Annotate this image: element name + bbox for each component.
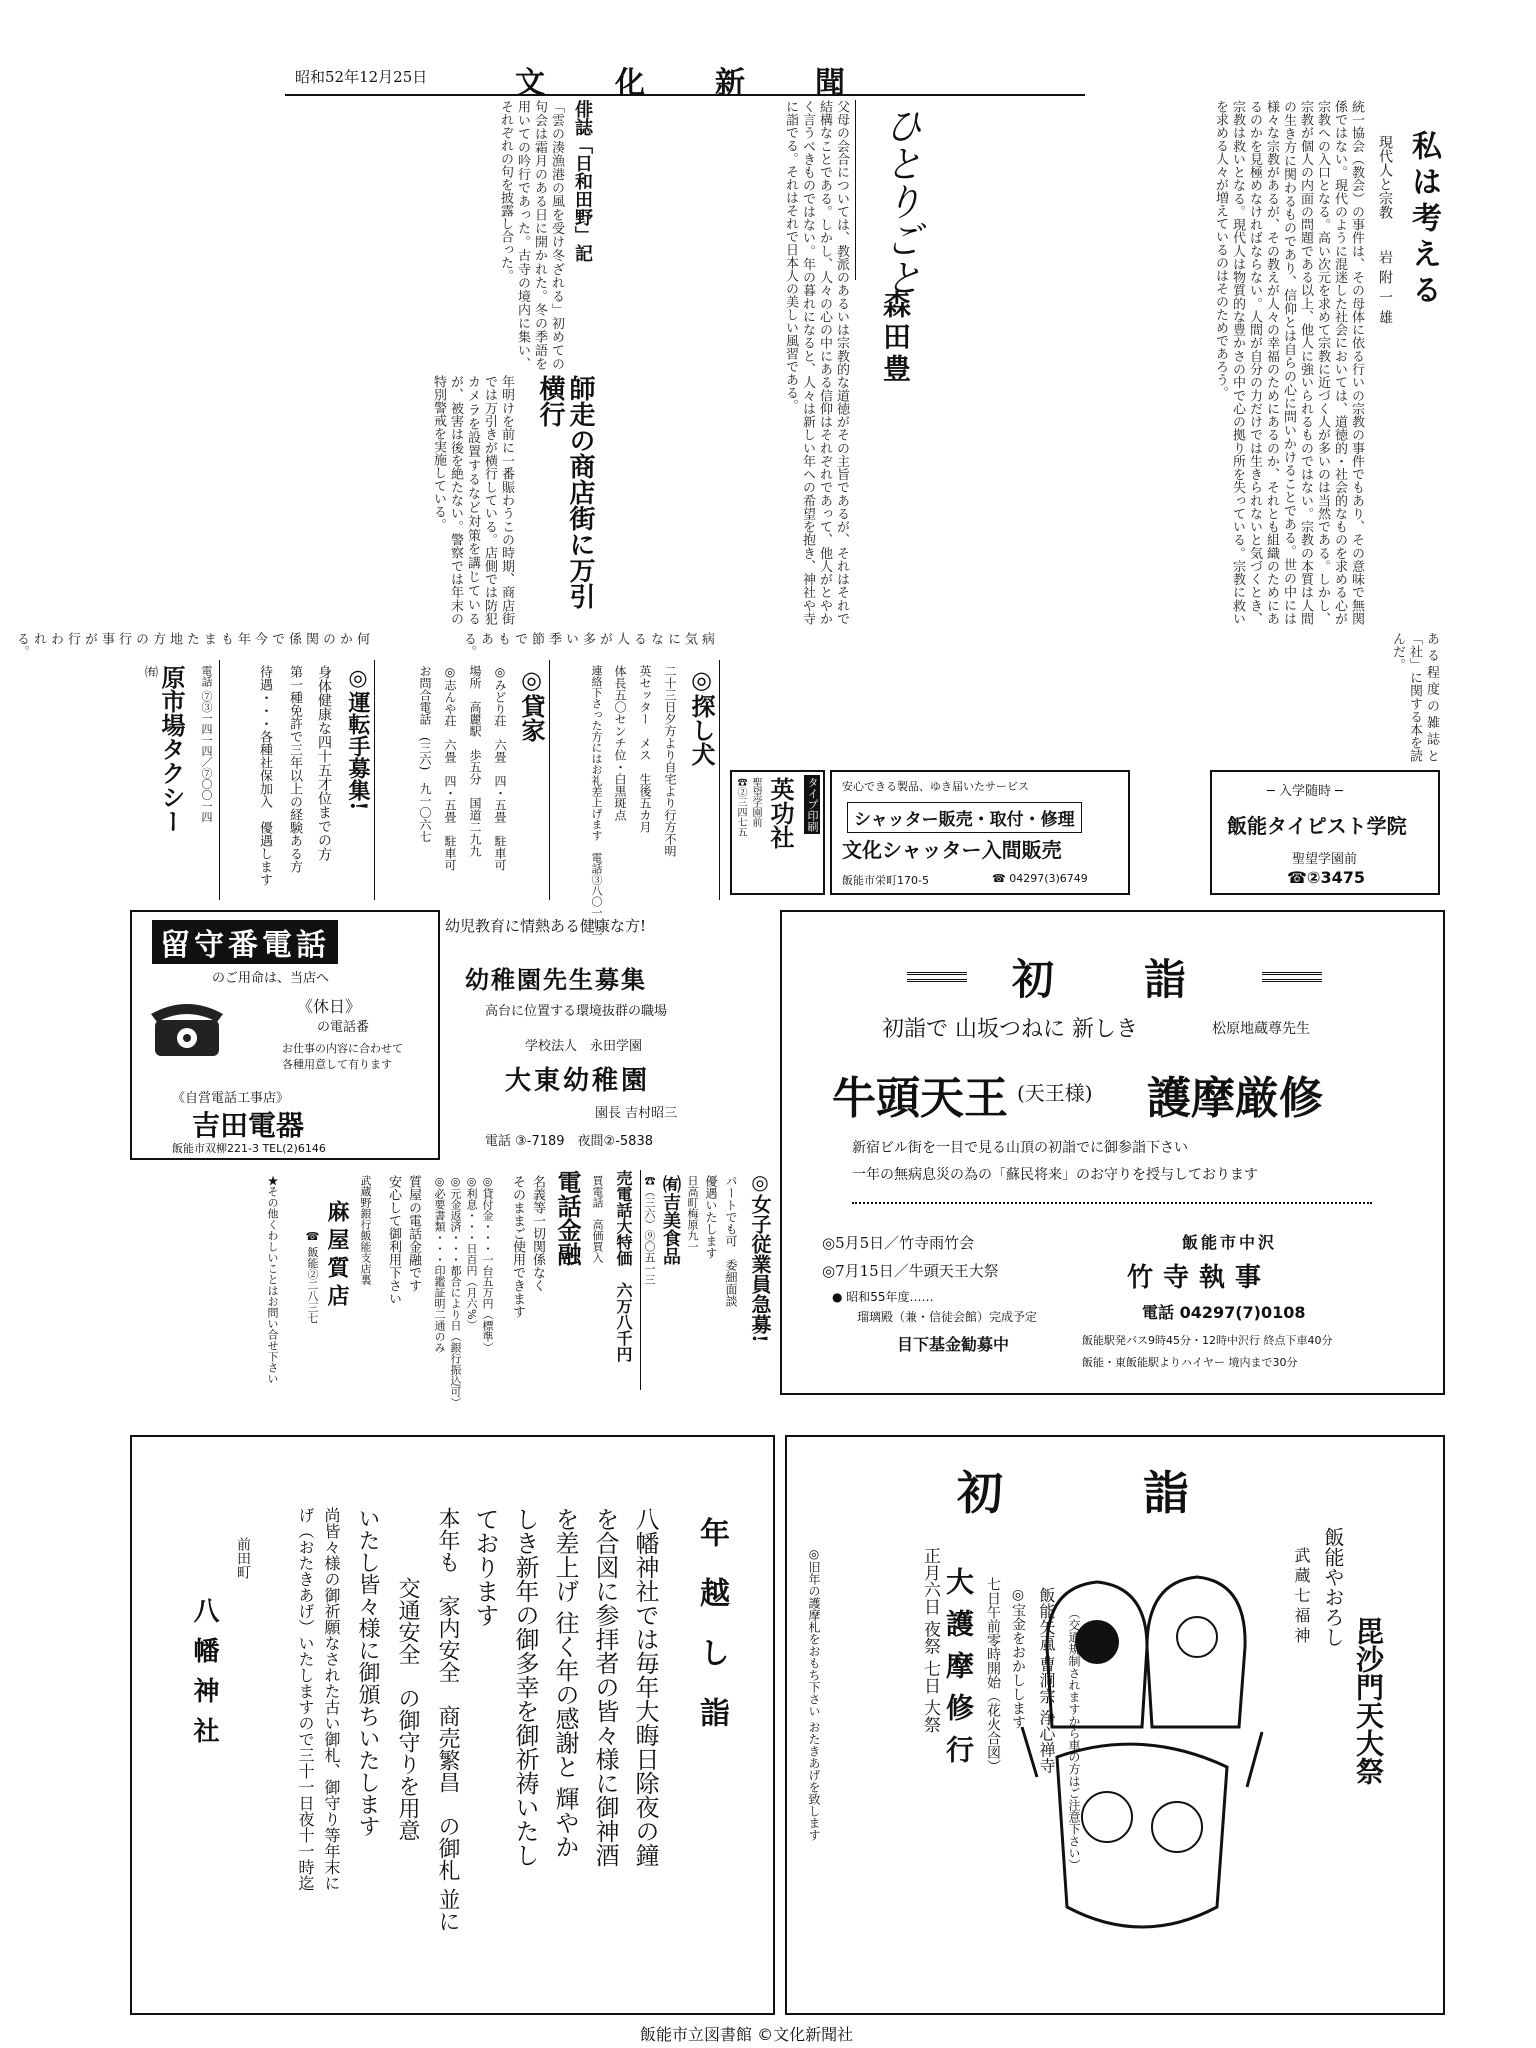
bishamon-line-5: 大護摩修行 (942, 1567, 975, 1777)
ornament-right (1262, 972, 1322, 982)
daito-sub: 高台に位置する環境抜群の職場 (485, 1004, 668, 1019)
dog-title: ◎探し犬 (687, 665, 716, 766)
denwa-title: 電話金融 (553, 1170, 582, 1266)
bishamon-line-1: 武蔵七福神 (1292, 1547, 1311, 1647)
footer-credit: 飯能市立図書館 ©文化新聞社 (640, 2025, 854, 2044)
ornament-left (907, 972, 967, 982)
haiku-title: 俳誌「日和田野」記 (572, 100, 593, 262)
joshi-name: ㈲吉美食品 (660, 1175, 681, 1265)
chikuji-event-5: 目下基金勧募中 (897, 1335, 1010, 1354)
bishamon-title: 初詣 (957, 1466, 1329, 1520)
asaya-line-1: ◎貸付金・・・一台五万円（標準） (481, 1175, 494, 1353)
eikosha-phone: ☎②三四七五 (735, 777, 746, 837)
chikuji-event-3: ● 昭和55年度…… (832, 1290, 934, 1304)
hachiman-line-5: ております (471, 1507, 499, 1627)
hachiman-name: 八幡神社 (189, 1597, 219, 1757)
driver-line-3: 待遇・・・各種社保加入 優遇します (257, 665, 272, 886)
denwa-line-2: そのままご使用できます (510, 1175, 525, 1318)
driver-line-1: 身体健康な四十五才位までの方 (316, 665, 332, 861)
bishamon-line-4: 正月六日 夜祭 七日 大祭 (920, 1547, 940, 1734)
chikuji-main-2: 護摩厳修 (1147, 1073, 1323, 1124)
typist-tag: ─ 入学随時 ─ (1267, 784, 1343, 799)
yoshida-holiday: 《休日》 (297, 997, 362, 1016)
driver-ad (225, 660, 375, 900)
essay-subtitle: 現代人と宗教 (1377, 135, 1393, 219)
chikuji-phone: 電話 04297(7)0108 (1142, 1303, 1306, 1322)
masthead-name: 文化新聞 (515, 66, 915, 101)
hachiman-line-7: 交通安全 の御守りを用意 (395, 1577, 420, 1841)
bottom-text-3: 病気になる人が多い季節でもある。 (461, 632, 714, 658)
chikuji-divider (852, 1202, 1372, 1204)
yoshida-title: 留守番電話 (152, 920, 338, 964)
typist-ad (1210, 770, 1440, 895)
chikuji-main: 牛頭天王 (832, 1073, 1008, 1124)
asaya-line-4: ◎必要書類・・・印鑑証明二通のみ (433, 1175, 446, 1353)
asaya-line-3: ◎元金返済・・・都合により日（銀行振込可） (449, 1175, 462, 1408)
hachiman-line-6: 本年も 家内安全 商売繁昌 の御札 並に (435, 1507, 460, 1932)
chikuji-ad (780, 910, 1445, 1395)
yoshida-addr: 飯能市双柳221-3 TEL(2)6146 (172, 1142, 326, 1155)
yoshida-note-2: 各種用意して有ります (282, 1058, 392, 1071)
hachiman-ad (130, 1435, 775, 2015)
chikuji-sub: 初詣で 山坂つねに 新しき (882, 1017, 1138, 1042)
bottom-text-2: 何かの関係で今年もまた地方の行事が行われる。 (14, 632, 369, 658)
column-author: 森田豊 (879, 290, 912, 386)
yoshida-note-1: お仕事の内容に合わせて (282, 1042, 403, 1055)
joshi-phone: ☎（三六）⑨〇五一三 (643, 1175, 656, 1285)
shutter-name: 文化シャッター入間販売 (842, 838, 1062, 862)
taxi-prefix: ㈲ (142, 665, 157, 678)
shutter-phone: ☎ 04297(3)6749 (992, 872, 1088, 885)
rental-line-3: ◎志んや荘 六畳 四・五畳 駐車可 (443, 665, 457, 871)
eikosha-title: タイプ印刷 (806, 777, 819, 832)
hachiman-line-3: を差上げ 往く年の感謝と 輝やか (551, 1507, 579, 1859)
chikuji-line-1: 新宿ビル街を一目で見る山頂の初詣でに御参詣下さい (852, 1140, 1188, 1156)
rental-line-4: お問合電話 (三六) 九一〇六七 (418, 665, 432, 843)
column-title: ひとりごと (878, 106, 922, 296)
daito-tag: 幼児教育に情熱ある健康な方! (445, 917, 647, 935)
daito-title: 幼稚園先生募集 (465, 965, 647, 994)
shutter-addr: 飯能市栄町170-5 (842, 874, 929, 887)
eikosha-addr: 聖望学園前 (750, 777, 761, 827)
asaya-name: 麻屋質店 (324, 1200, 350, 1312)
hachiman-line-8: いたし皆々様に御頒ちいたします (355, 1507, 380, 1837)
typist-addr: 聖望学園前 (1292, 852, 1358, 867)
bishamon-line-10: ◎旧年の護摩札をおもち下さい おたきあげを致します (807, 1547, 821, 1841)
hachiman-line-1: 八幡神社では毎年大晦日除夜の鐘 (631, 1507, 659, 1867)
joshi-line-1: パートでも可 委細面談 (724, 1175, 738, 1307)
essay-body: 統一協会（教会）の事件は、その母体に依る行いの宗教の事件でもあり、その意味で無関係ではない。現代のように混迷した社会においては、道徳的・社会的なものを求める心が宗教への入口となる。高い次元を求めて宗教に近づく人が多いのは当然である。しかし、宗教が個人の内面の問題である以上、他人に強いられるものではない。宗教の本質は人間の生き方に関わるものであり、信仰とは自らの心に問いかけることである。世の中には様々な宗教があるが、その教えが人々の幸福のためにあるのか、それとも組織のためにあるのかを見極めなければならない。人間が自分の力だけでは生きられないと気づくとき、宗教は救いとなる。現代人は物質的な豊かさの中で心の拠り所を失っている。宗教に救いを求める人々が増えているのはそのためであろう。 (1213, 100, 1364, 626)
hachiman-line-10: げ（おたきあげ）いたしますので三十一日夜十一時迄 (296, 1507, 315, 1891)
essay-section (960, 100, 1445, 625)
dog-line-1: 二十三日夕方より自宅より行方不明 (663, 665, 677, 857)
eikosha-name: 英功社 (766, 777, 795, 849)
chikuji-event-1: ◎5月5日／竹寺雨竹会 (822, 1234, 975, 1252)
chikuji-event-2: ◎7月15日／牛頭天王大祭 (822, 1262, 999, 1280)
typist-phone: ☎②3475 (1287, 868, 1366, 887)
driver-title: ◎運転手募集! (345, 665, 371, 811)
bishamon-line-9: （交通規制されますから車の方はご注意下さい） (1067, 1607, 1081, 1871)
rental-ad (380, 660, 550, 900)
yoshida-sub: のご用命は、当店へ (212, 971, 330, 986)
joshi-ad (640, 1170, 775, 1390)
chikuji-access-2: 飯能・東飯能駅よりハイヤー 境内まで30分 (1082, 1356, 1298, 1369)
hachiman-line-9: 尚皆々様の御祈願なされた古い御札、御守り等年末に (322, 1507, 341, 1891)
shutter-ad (830, 770, 1130, 895)
daito-name: 大東幼稚園 (505, 1066, 651, 1096)
masthead-date: 昭和52年12月25日 (295, 68, 428, 86)
asaya-line-2: ◎利息・・・日百円（月六%） (465, 1175, 478, 1331)
joshi-title: ◎女子従業員急募! (748, 1170, 772, 1343)
hachiman-addr: 前田町 (235, 1537, 251, 1579)
bishamon-ad (785, 1435, 1445, 2015)
masthead (285, 60, 1085, 101)
hachiman-title: 年越し詣 (694, 1517, 729, 1757)
bishamon-line-3: 毘沙門天大祭 (1352, 1617, 1385, 1785)
haiku-body: 「雲の湊漁港の風を受け冬ざれる」初めての句会は霜月のある日に開かれた。冬の季語を用いての吟行であった。古寺の境内に集い、それぞれの句を披露し合った。 (498, 100, 564, 370)
yoshida-name: 吉田電器 (192, 1109, 305, 1142)
column-body: 父母の会合については、教派のあるいは宗教的な道徳がその主旨であるが、それはそれで結構なことである。しかし、人々の心の中にある信仰はそれぞれであって、他人がとやかく言うべきものではない。年の暮れになると、人々は新しい年への希望を抱き、神社や寺に詣でる。それはそれで日本人の美しい風習である。 (783, 100, 849, 625)
asaya-line-6: 安心して御利用下さい (386, 1175, 401, 1305)
chikuji-name: 竹寺執事 (1127, 1263, 1272, 1293)
bishamon-line-2: 飯能やおろし (1321, 1527, 1345, 1647)
essay-author: 岩附一雄 (1377, 250, 1393, 330)
haiku-section (130, 100, 595, 370)
chikuji-line-2: 一年の無病息災の為の「蘇民将来」のお守りを授与しております (852, 1167, 1258, 1183)
asaya-phone: ☎ 飯能②二八三七 (306, 1230, 319, 1324)
daito-phone: 電話 ③-7189 夜間②-5838 (485, 1134, 653, 1149)
asaya-note: ★その他くわしいことはお問い合せ下さい (266, 1175, 279, 1384)
bishamon-line-6: 七日午前零時開始（花火合図） (985, 1577, 1001, 1773)
joshi-addr: 日高町梅原九一 (686, 1175, 699, 1252)
denwa-top: 売電話大特価 六万八千円 (614, 1170, 633, 1362)
dog-ad (555, 660, 720, 940)
shiwasu-body: 年明けを前に一番賑わうこの時期、商店街では万引きが横行している。店側では防犯カメラを設置するなど対策を講じているが、被害は後を絶たない。警察では年末の特別警戒を実施している。 (431, 375, 514, 625)
bottom-text-1: ある程度の雑誌と「社」に関する本を読んだ。 (1390, 632, 1439, 762)
yoshida-tag: 《自営電話工事店》 (172, 1091, 290, 1106)
denwa-top-2: 買電話 高価買入 (591, 1175, 604, 1263)
rental-line-1: ◎みどり荘 六畳 四・五畳 駐車可 (493, 665, 507, 871)
daito-ad (445, 910, 775, 1160)
bishamon-line-7: ◎宝金をおかしします (1010, 1587, 1026, 1729)
shiwasu-section (130, 375, 595, 625)
asaya-addr: 武蔵野銀行飯能支店裏 (359, 1175, 372, 1285)
typist-name: 飯能タイピスト学院 (1227, 814, 1407, 838)
shiwasu-title: 師走の商店街に万引横行 (535, 375, 595, 609)
asaya-line-5: 質屋の電話金融です (406, 1175, 421, 1292)
rental-title: ◎貸家 (517, 665, 546, 742)
joshi-line-2: 優遇いたします (704, 1175, 718, 1259)
hachiman-line-2: を合図に参拝者の皆々様に御神酒 (591, 1507, 619, 1867)
rental-line-2: 場所 高麗駅 歩五分 国道二九九 (468, 665, 482, 857)
denwa-ad (135, 1170, 635, 1408)
telephone-icon (147, 992, 232, 1062)
dog-line-4: 連絡下さった方にはお礼差上げます 電話③八〇一七一 (590, 665, 603, 940)
daito-head: 園長 吉村昭三 (595, 1106, 678, 1121)
bishamon-line-8: 飯能矢颪 曹洞宗 浄心禅寺 (1037, 1587, 1056, 1774)
chikuji-sub-author: 松原地蔵尊先生 (1212, 1021, 1310, 1037)
taxi-phone: 電話 ⑦③一四一四／⑦〇〇一四 (200, 665, 213, 823)
chikuji-paren: (天王様) (1017, 1081, 1093, 1105)
shutter-line-1: シャッター販売・取付・修理 (847, 802, 1082, 833)
essay-title: 私は考える (1406, 130, 1441, 310)
column-section (600, 100, 955, 625)
dog-line-2: 英セッター メス 生後五カ月 (638, 665, 652, 833)
yoshida-holiday-2: の電話番 (317, 1020, 370, 1035)
daito-corp: 学校法人 永田学園 (525, 1039, 643, 1054)
taxi-name: 原市場タクシー (157, 665, 186, 833)
column-title-script (855, 100, 945, 296)
dog-line-3: 体長五〇センチ位・白黒斑点 (613, 665, 627, 821)
chikuji-access-1: 飯能駅発バス9時45分・12時中沢行 終点下車40分 (1082, 1334, 1333, 1347)
chikuji-event-4: 瑠璃殿（兼・信徒会館）完成予定 (857, 1310, 1038, 1324)
shutter-tag: 安心できる製品、ゆき届いたサービス (842, 780, 1029, 793)
chikuji-loc: 飯能市中沢 (1182, 1233, 1278, 1252)
taxi-ad (130, 660, 220, 900)
yoshida-ad (130, 910, 440, 1160)
driver-line-2: 第一種免許で三年以上の経験ある方 (287, 665, 302, 873)
hachiman-line-4: しき新年の御多幸を御祈祷いたし (511, 1507, 539, 1867)
chikuji-title: 初詣 (1012, 955, 1277, 1004)
denwa-line-1: 名義等一切関係なく (530, 1175, 545, 1292)
eikosha-ad (730, 770, 825, 895)
